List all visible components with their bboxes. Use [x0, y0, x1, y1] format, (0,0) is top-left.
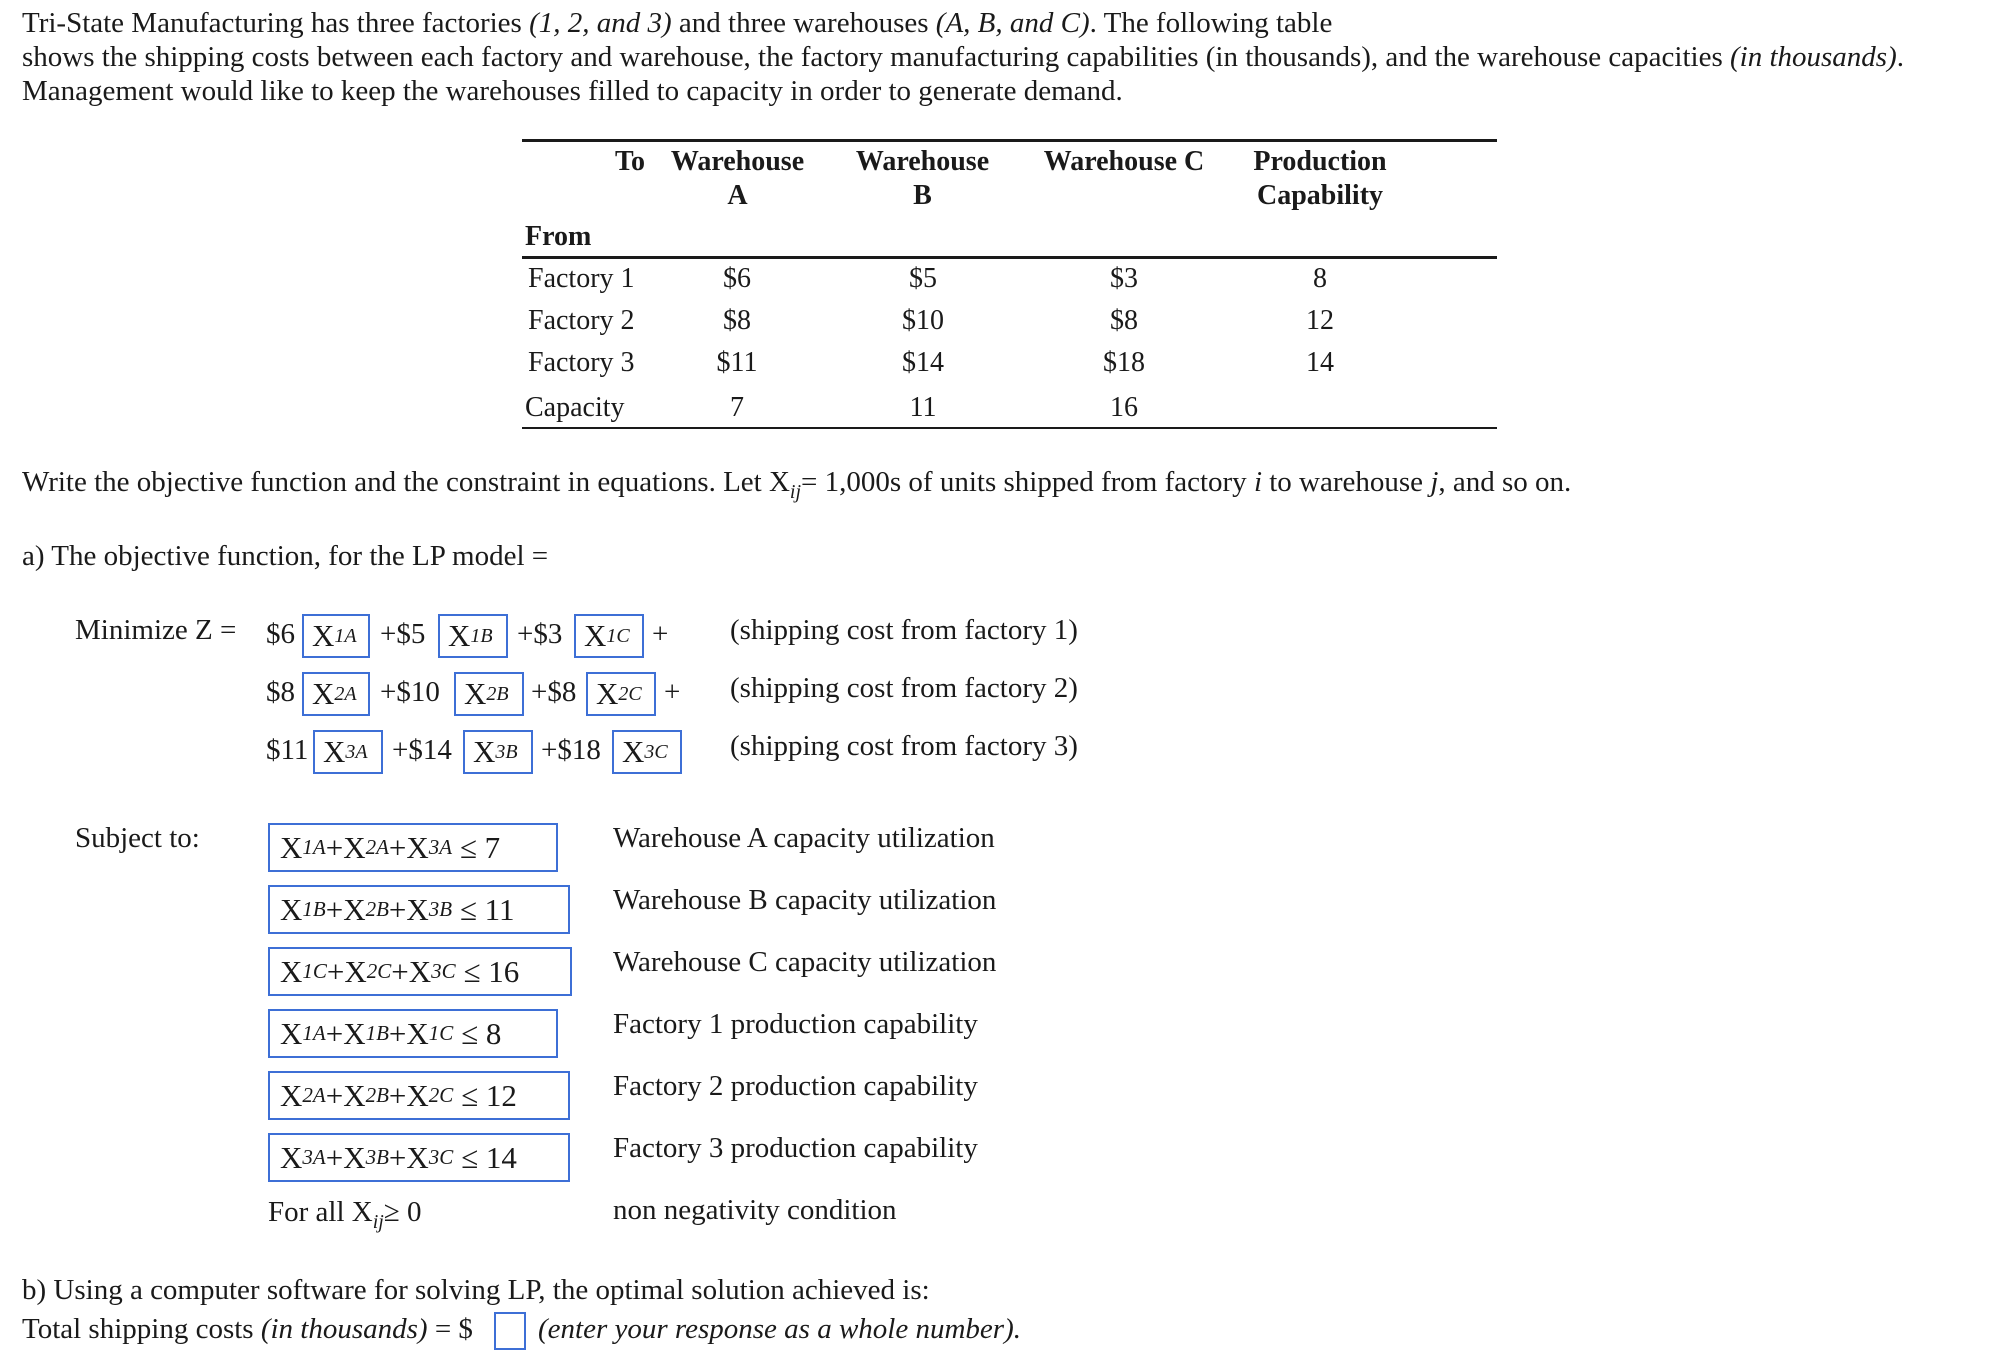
- cell-f1-cap: 8: [1313, 263, 1327, 294]
- coef-3a: $11: [266, 734, 309, 766]
- intro-line-3: Management would like to keep the warehouses filled to capacity in order to generate demand.: [22, 75, 1123, 107]
- cell-f2-b: $10: [902, 305, 944, 336]
- cell-cap-b: 11: [909, 392, 937, 423]
- cell-cap-c: 16: [1110, 392, 1138, 423]
- cell-f1-b: $5: [909, 263, 937, 294]
- coef-2c: +$8: [531, 676, 577, 708]
- plus-1: +: [652, 618, 669, 650]
- row-label-capacity: Capacity: [525, 392, 625, 423]
- note-factory-2: (shipping cost from factory 2): [730, 672, 1078, 704]
- part-b-line-1: b) Using a computer software for solving LP, the optimal solution achieved is:: [22, 1274, 930, 1306]
- cell-f3-c: $18: [1103, 347, 1145, 378]
- coef-1a: $6: [266, 618, 295, 650]
- cell-f1-c: $3: [1110, 263, 1138, 294]
- note-factory-1: (shipping cost from factory 1): [730, 614, 1078, 646]
- table-header-rule: [522, 256, 1497, 259]
- var-box-x1c[interactable]: X 1C: [574, 614, 644, 658]
- coef-1c: +$3: [517, 618, 563, 650]
- constraint-box-warehouse-a[interactable]: X 1A +X 2A +X 3A ≤ 7: [268, 823, 558, 872]
- plus-2: +: [664, 676, 681, 708]
- table-top-rule: [522, 139, 1497, 142]
- constraint-desc-factory-3: Factory 3 production capability: [613, 1132, 978, 1164]
- header-warehouse-c: Warehouse C: [1043, 146, 1205, 177]
- cell-cap-a: 7: [730, 392, 744, 423]
- constraint-desc-warehouse-b: Warehouse B capacity utilization: [613, 884, 997, 916]
- part-a-label: a) The objective function, for the LP model =: [22, 540, 549, 572]
- intro-line-2: shows the shipping costs between each factory and warehouse, the factory manufacturing capabilities (in thousands), and the warehouse capacities (in thousands).: [22, 41, 1904, 73]
- var-box-x2b[interactable]: X 2B: [454, 672, 524, 716]
- constraint-desc-factory-1: Factory 1 production capability: [613, 1008, 978, 1040]
- cell-f2-a: $8: [723, 305, 751, 336]
- header-production-capability: Production Capability: [1253, 146, 1387, 211]
- cell-f1-a: $6: [723, 263, 751, 294]
- var-box-x2a[interactable]: X 2A: [302, 672, 370, 716]
- var-box-x3c[interactable]: X 3C: [612, 730, 682, 774]
- constraint-desc-warehouse-c: Warehouse C capacity utilization: [613, 946, 997, 978]
- constraint-box-factory-3[interactable]: X 3A +X 3B +X 3C ≤ 14: [268, 1133, 570, 1182]
- instruction-line: Write the objective function and the constraint in equations. Let $X_{ij}= 1,000s$ of units shipped from factory i to warehouse j, and so on.: [22, 466, 1572, 503]
- coef-2a: $8: [266, 676, 295, 708]
- coef-2b: +$10: [380, 676, 440, 708]
- var-box-x2c[interactable]: X 2C: [586, 672, 656, 716]
- subject-to-label: Subject to:: [75, 822, 200, 854]
- cell-f3-b: $14: [902, 347, 944, 378]
- coef-3b: +$14: [392, 734, 452, 766]
- cell-f2-c: $8: [1110, 305, 1138, 336]
- part-b-line-2: Total shipping costs (in thousands) = $: [22, 1313, 473, 1345]
- row-label-factory-2: Factory 2: [528, 305, 635, 336]
- var-box-x1b[interactable]: X 1B: [438, 614, 508, 658]
- intro-line-1: Tri-State Manufacturing has three factories (1, 2, and 3) and three warehouses (A, B, and C). The following table: [22, 7, 1333, 39]
- nonnegativity-expression: For all $X_{ij}\ge 0$: [268, 1196, 422, 1233]
- coef-3c: +$18: [541, 734, 601, 766]
- minimize-label: Minimize Z =: [75, 614, 237, 646]
- constraint-box-factory-1[interactable]: X 1A +X 1B +X 1C ≤ 8: [268, 1009, 558, 1058]
- constraint-box-warehouse-b[interactable]: X 1B +X 2B +X 3B ≤ 11: [268, 885, 570, 934]
- var-box-x1a[interactable]: X 1A: [302, 614, 370, 658]
- row-label-factory-1: Factory 1: [528, 263, 635, 294]
- constraint-box-factory-2[interactable]: X 2A +X 2B +X 2C ≤ 12: [268, 1071, 570, 1120]
- var-box-x3b[interactable]: X 3B: [463, 730, 533, 774]
- header-warehouse-a: Warehouse A: [670, 146, 805, 211]
- from-label: From: [525, 221, 592, 252]
- cell-f3-cap: 14: [1306, 347, 1334, 378]
- header-warehouse-b: Warehouse B: [855, 146, 990, 211]
- nonnegativity-desc: non negativity condition: [613, 1194, 897, 1226]
- note-factory-3: (shipping cost from factory 3): [730, 730, 1078, 762]
- total-cost-input[interactable]: [494, 1312, 526, 1350]
- part-b-instruction: (enter your response as a whole number).: [538, 1313, 1021, 1345]
- header-to: To: [614, 146, 646, 177]
- var-box-x3a[interactable]: X 3A: [313, 730, 383, 774]
- constraint-desc-warehouse-a: Warehouse A capacity utilization: [613, 822, 995, 854]
- constraint-desc-factory-2: Factory 2 production capability: [613, 1070, 978, 1102]
- row-label-factory-3: Factory 3: [528, 347, 635, 378]
- cell-f2-cap: 12: [1306, 305, 1334, 336]
- cell-f3-a: $11: [716, 347, 758, 378]
- constraint-box-warehouse-c[interactable]: X 1C +X 2C +X 3C ≤ 16: [268, 947, 572, 996]
- coef-1b: +$5: [380, 618, 426, 650]
- table-bottom-rule: [522, 427, 1497, 429]
